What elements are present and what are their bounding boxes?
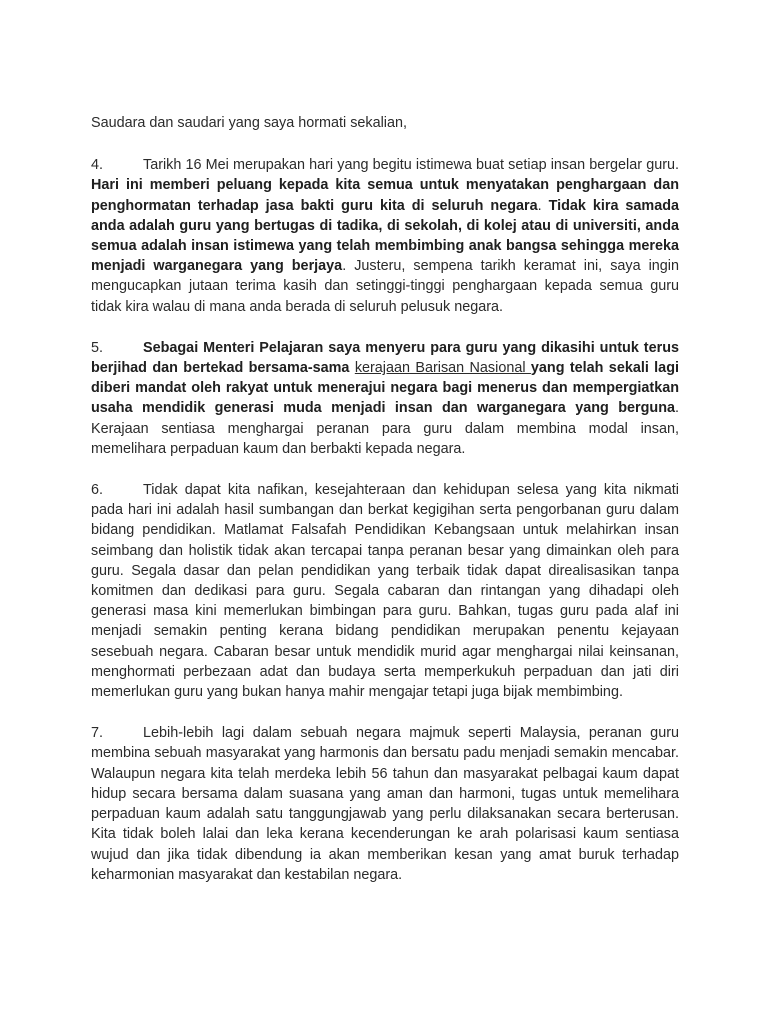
paragraph-5 xyxy=(91,338,679,459)
bold-text: Tidak kira samada anda adalah guru yang bertugas di tadika, di sekolah, di kolej atau di universiti, anda semua adalah insan istimewa yang telah membimbing anak bangsa sehingga mereka menjadi warganegara yang berjaya xyxy=(91,197,680,275)
paragraph-number: 4. xyxy=(91,157,104,174)
bold-text: Hari ini memberi peluang kepada kita semua untuk menyatakan penghargaan dan penghormatan terhadap jasa bakti guru kita di seluruh negara xyxy=(91,177,679,214)
salutation: Saudara dan saudari yang saya hormati sekalian, xyxy=(91,115,407,131)
paragraph-text: Tarikh 16 Mei merupakan hari yang begitu istimewa buat setiap insan bergelar guru. xyxy=(143,157,679,174)
paragraph-text: . Justeru, sempena tarikh keramat ini, saya ingin mengucapkan jutaan terima kasih dan setinggi-tinggi penghargaan kepada semua guru tidak kira walau di mana anda berada di seluruh pelusuk negara. xyxy=(91,258,679,315)
paragraph-number: 6. xyxy=(91,482,104,499)
document-page xyxy=(91,113,679,906)
underlined-link-text[interactable]: kerajaan Barisan Nasional xyxy=(354,360,531,377)
paragraph-text: Lebih-lebih lagi dalam sebuah negara majmuk seperti Malaysia, peranan guru membina sebuah masyarakat yang harmonis dan bersatu padu menjadi semakin mencabar. Walaupun negara kita telah merdeka lebih 56 tahun dan masyarakat pelbagai kaum dapat hidup secara bersama dalam suasana yang aman dan harmoni, tugas untuk memelihara perpaduan kaum adalah satu tanggungjawab yang perlu dilaksanakan secara berterusan. Kita tidak boleh lalai dan leka kerana kecenderungan ke arah polarisasi kaum sentiasa wujud dan jika tidak dibendung ia akan memberikan kesan yang amat buruk terhadap keharmonian masyarakat dan kestabilan negara. xyxy=(91,725,679,883)
paragraph-number: 5. xyxy=(91,339,104,356)
bold-text: Sebagai Menteri Pelajaran saya menyeru para guru yang dikasihi untuk terus berjihad dan bertekad bersama-sama xyxy=(91,339,679,377)
bold-text: yang telah sekali lagi diberi mandat oleh rakyat untuk menerajui negara bagi menerus dan mempergiatkan usaha mendidik generasi muda menjadi insan dan warganegara yang berguna xyxy=(91,360,679,417)
paragraph-6 xyxy=(91,480,679,702)
paragraph-text: Tidak dapat kita nafikan, kesejahteraan dan kehidupan selesa yang kita nikmati pada hari ini adalah hasil sumbangan dan berkat kegigihan serta pengorbanan guru dalam bidang pendidikan. Matlamat Falsafah Pendidikan Kebangsaan untuk melahirkan insan seimbang dan holistik tidak akan tercapai tanpa peranan besar yang dimainkan oleh para guru. Segala dasar dan pelan pendidikan yang terbaik tidak dapat direalisasikan tanpa komitmen dan dedikasi para guru. Segala cabaran dan rintangan yang dihadapi oleh generasi masa kini memerlukan bimbingan para guru. Bahkan, tugas guru pada alaf ini menjadi semakin penting kerana bidang pendidikan merupakan penentu kejayaan sesebuah negara. Cabaran besar untuk mendidik murid agar menghargai nilai keinsanan, menghormati perbezaan adat dan budaya serta memperkukuh perpaduan dan jati diri memerlukan guru yang bukan hanya mahir mengajar tetapi juga bijak membimbing. xyxy=(91,482,679,701)
paragraph-7 xyxy=(91,723,679,885)
paragraph-4 xyxy=(91,155,679,317)
paragraph-number: 7. xyxy=(91,725,104,742)
paragraph-text: . xyxy=(537,197,549,214)
paragraph-text: . Kerajaan sentiasa menghargai peranan para guru dalam membina modal insan, memelihara perpaduan kaum dan berbakti kepada negara. xyxy=(91,400,679,457)
